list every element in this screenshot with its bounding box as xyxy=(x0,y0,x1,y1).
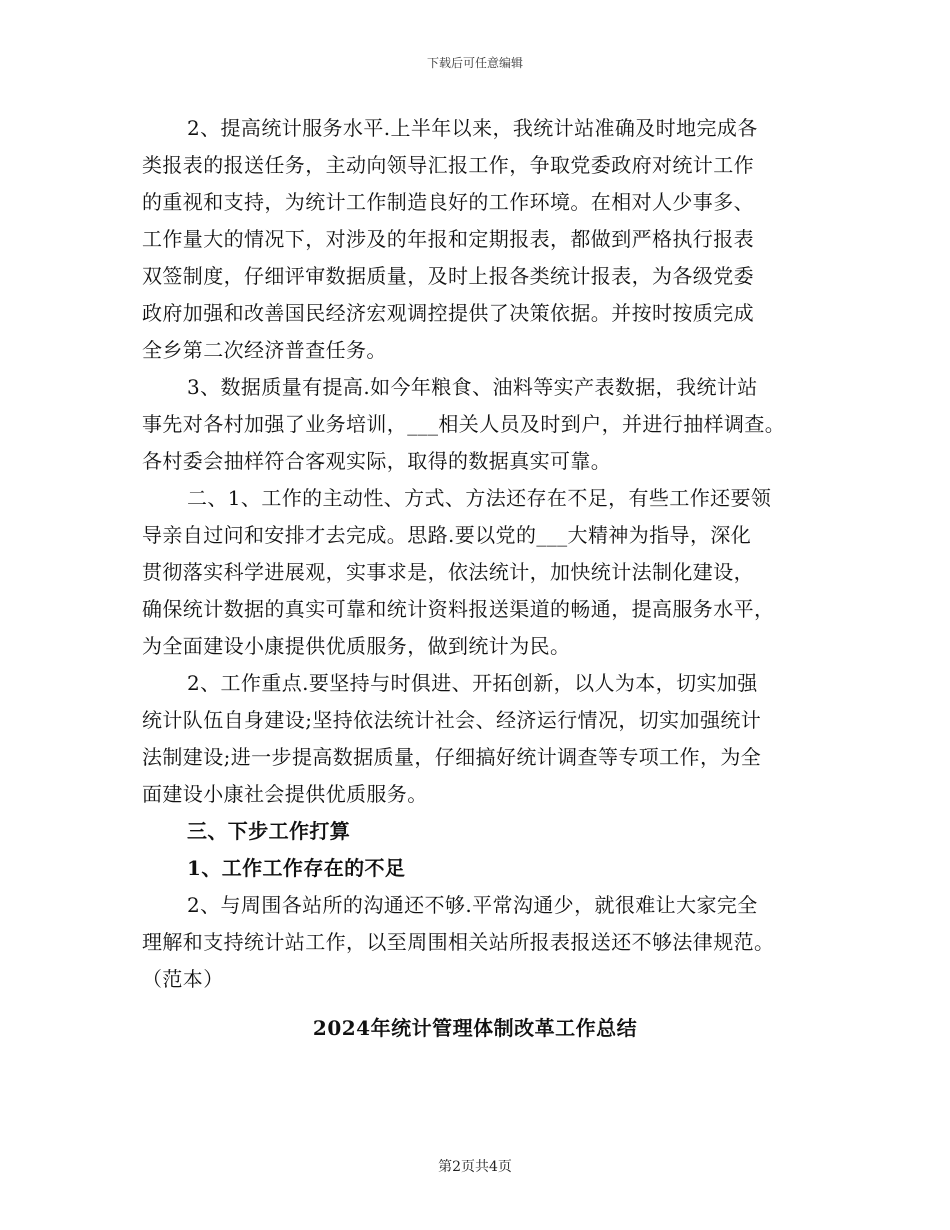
paragraph-line: 政府加强和改善国民经济宏观调控提供了决策依据。并按时按质完成 xyxy=(142,301,754,325)
section-heading: 三、下步工作打算 xyxy=(187,819,351,843)
paragraph-line: 事先对各村加强了业务培训，___相关人员及时到户，并进行抽样调查。 xyxy=(142,412,786,436)
paragraph-line: 全乡第二次经济普查任务。 xyxy=(142,338,387,362)
page-number: 第2页共4页 xyxy=(438,1159,512,1175)
paragraph-line: 贯彻落实科学进展观，实事求是，依法统计，加快统计法制化建设， xyxy=(142,560,754,584)
paragraph-line: 2、与周围各站所的沟通还不够.平常沟通少，就很难让大家完全 xyxy=(187,893,758,917)
paragraph-line: 二、1、工作的主动性、方式、方法还存在不足，有些工作还要领 xyxy=(187,486,772,510)
paragraph-line: 类报表的报送任务，主动向领导汇报工作，争取党委政府对统计工作 xyxy=(142,153,754,177)
paragraph-line: 法制建设;进一步提高数据质量，仔细搞好统计调查等专项工作，为全 xyxy=(142,745,762,769)
paragraph-line: 各村委会抽样符合客观实际，取得的数据真实可靠。 xyxy=(142,449,612,473)
paragraph-line: 2、工作重点.要坚持与时俱进、开拓创新，以人为本，切实加强 xyxy=(187,671,758,695)
document-body xyxy=(142,110,822,998)
paragraph-line: 导亲自过问和安排才去完成。思路.要以党的___大精神为指导，深化 xyxy=(142,523,752,547)
paragraph-line: 理解和支持统计站工作，以至周围相关站所报表报送还不够法律规范。 xyxy=(142,930,775,954)
paragraph-line: 2、提高统计服务水平.上半年以来，我统计站准确及时地完成各 xyxy=(187,116,758,140)
paragraph-line: （范本） xyxy=(142,967,224,991)
paragraph-line: 统计队伍自身建设;坚持依法统计社会、经济运行情况，切实加强统计 xyxy=(142,708,762,732)
subsection-heading: 1、工作工作存在的不足 xyxy=(187,856,406,880)
paragraph-line: 3、数据质量有提高.如今年粮食、油料等实产表数据，我统计站 xyxy=(187,375,758,399)
paragraph-line: 确保统计数据的真实可靠和统计资料报送渠道的畅通，提高服务水平， xyxy=(142,597,775,621)
paragraph-line: 双签制度，仔细评审数据质量，及时上报各类统计报表，为各级党委 xyxy=(142,264,754,288)
page-header: 下载后可任意编辑 xyxy=(426,56,523,70)
paragraph-line: 为全面建设小康提供优质服务，做到统计为民。 xyxy=(142,634,571,658)
paragraph-line: 的重视和支持，为统计工作制造良好的工作环境。在相对人少事多、 xyxy=(142,190,754,214)
paragraph-line: 工作量大的情况下，对涉及的年报和定期报表，都做到严格执行报表 xyxy=(142,227,754,251)
paragraph-line: 面建设小康社会提供优质服务。 xyxy=(142,782,428,806)
document-title: 2024年统计管理体制改革工作总结 xyxy=(312,1016,638,1040)
